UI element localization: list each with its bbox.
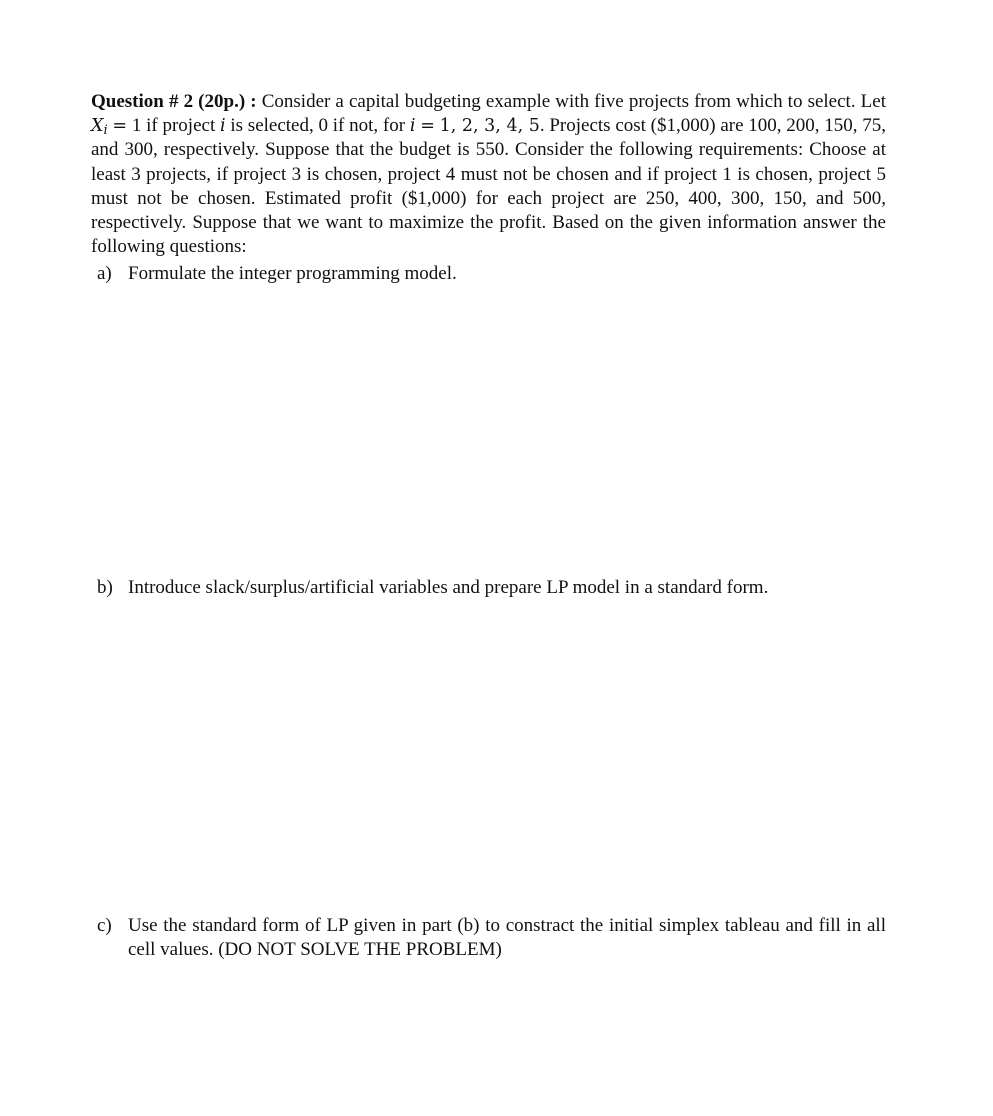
part-b (97, 576, 886, 600)
math-x-subscript: i (103, 123, 108, 139)
question-text-selected: is selected, 0 if not, for (230, 115, 406, 137)
value-one: 1 (131, 115, 142, 137)
part-c-label: c) (97, 915, 112, 936)
part-c (97, 914, 886, 962)
part-c-text: Use the standard form of LP given in part (b) to constract the initial simplex tableau and fill in all cell values. (DO NOT SOLVE THE PROBLEM) (128, 915, 886, 961)
part-a-text: Formulate the integer programming model. (128, 263, 457, 284)
question-statement (91, 90, 886, 259)
question-intro: Consider a capital budgeting example with five projects from which to select. Let (261, 91, 887, 112)
part-a (97, 262, 886, 286)
math-equals-2: = (420, 116, 435, 137)
question-text-if-project: if project (146, 115, 216, 137)
part-b-label: b) (97, 577, 113, 598)
math-index-set: 1, 2, 3, 4, 5 (439, 116, 540, 137)
math-variable-x (91, 116, 108, 139)
math-i-2: i (409, 116, 416, 137)
math-x: X (91, 116, 104, 137)
math-equals-1: = (112, 116, 128, 137)
part-b-text: Introduce slack/surplus/artificial variables and prepare LP model in a standard form. (128, 577, 769, 598)
part-a-label: a) (97, 263, 112, 284)
question-heading: Question # 2 (20p.) : (91, 91, 257, 112)
question-body: . Projects cost ($1,000) are 100, 200, 150, 75, and 300, respectively. Suppose that the budget is 550. Consider the following requirements: Choose at least 3 projects, if project 3 is chosen, project 4 must not be chosen and if project 1 is chosen, project 5 must not be chosen. Estimated profit ($1,000) for each project are 250, 400, 300, 150, and 500, respectively. Suppose that we want to maximize the profit. Based on the given information answer the following questions: (91, 115, 887, 258)
math-i-1: i (220, 116, 226, 137)
